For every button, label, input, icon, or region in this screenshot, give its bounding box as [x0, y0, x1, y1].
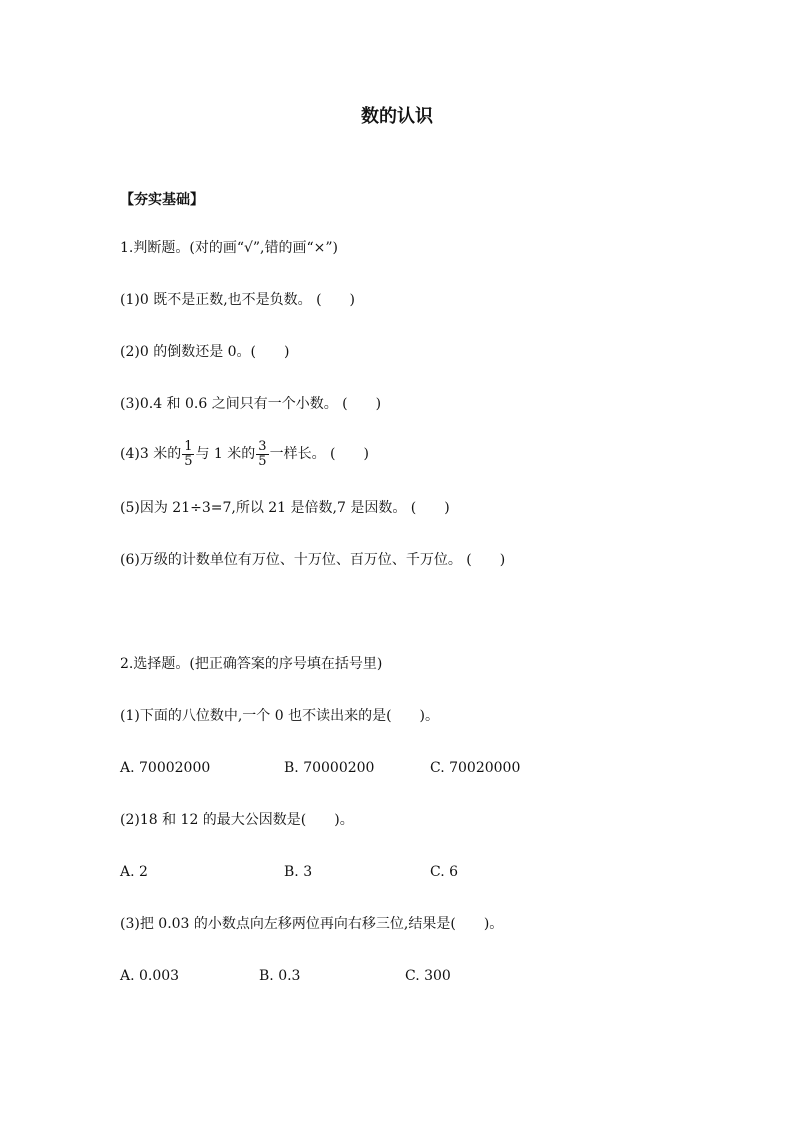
q2-sub-1-question: (1)下面的八位数中,一个 0 也不读出来的是( )。: [120, 708, 440, 724]
fraction-three-fifths: [256, 440, 268, 469]
fraction-2-numerator: 3: [258, 438, 267, 454]
fraction-1-denominator: 5: [184, 453, 193, 469]
q2-sub-3-option-b: B. 0.3: [259, 968, 301, 984]
q2-sub-3-option-c: C. 300: [405, 968, 451, 984]
q2-sub-2-question: (2)18 和 12 的最大公因数是( )。: [120, 812, 354, 828]
q2-sub-1-option-b: B. 70000200: [284, 760, 375, 776]
q1-item-5: (5)因为 21÷3=7,所以 21 是倍数,7 是因数。 ( ): [120, 500, 450, 516]
q2-sub-3-question: (3)把 0.03 的小数点向左移两位再向右移三位,结果是( )。: [120, 916, 504, 932]
q1-item-4-suffix: 一样长。 ( ): [269, 446, 369, 462]
q1-item-6: (6)万级的计数单位有万位、十万位、百万位、千万位。 ( ): [120, 552, 506, 568]
q1-item-2: (2)0 的倒数还是 0。( ): [120, 344, 290, 360]
q1-item-4-middle: 与 1 米的: [195, 446, 256, 462]
question-1-heading: 1.判断题。(对的画“√”,错的画“×”): [120, 240, 339, 256]
q1-item-4: [120, 438, 369, 470]
q2-sub-3-option-a: A. 0.003: [120, 968, 180, 984]
fraction-one-fifth: [182, 440, 194, 469]
fraction-1-numerator: 1: [184, 438, 193, 454]
fraction-2-denominator: 5: [258, 453, 267, 469]
question-2-heading: 2.选择题。(把正确答案的序号填在括号里): [120, 656, 383, 672]
q2-sub-2-option-c: C. 6: [430, 864, 459, 880]
q2-sub-1-option-c: C. 70020000: [430, 760, 521, 776]
page-title: 数的认识: [361, 106, 433, 127]
q2-sub-1-option-a: A. 70002000: [120, 760, 211, 776]
section-heading: 【夯实基础】: [120, 192, 204, 208]
q1-item-1: (1)0 既不是正数,也不是负数。 ( ): [120, 292, 356, 308]
q1-item-3: (3)0.4 和 0.6 之间只有一个小数。 ( ): [120, 396, 382, 412]
q2-sub-2-option-a: A. 2: [120, 864, 148, 880]
q2-sub-2-option-b: B. 3: [284, 864, 313, 880]
q1-item-4-prefix: (4)3 米的: [120, 446, 182, 462]
